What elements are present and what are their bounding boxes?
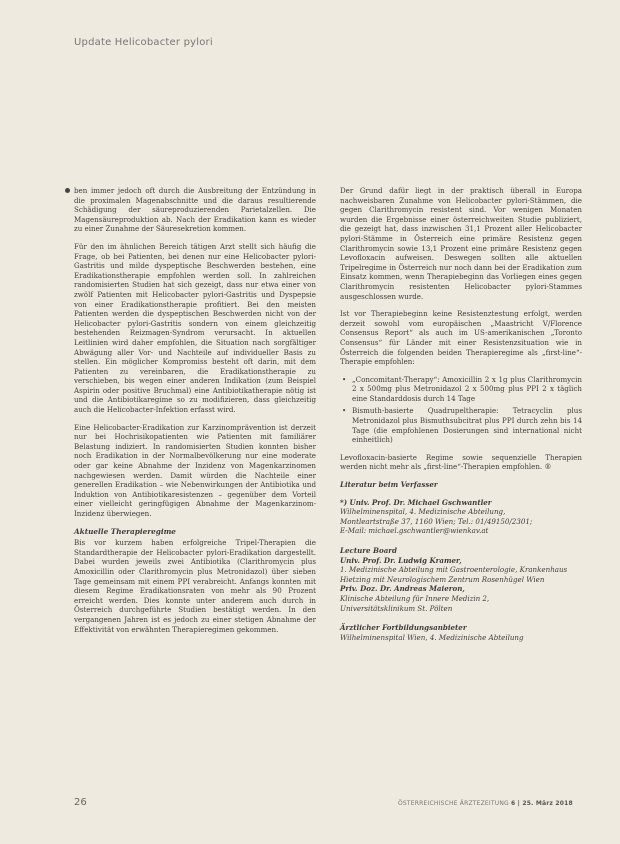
therapy-list xyxy=(340,375,582,445)
literature-note: Literatur beim Verfasser xyxy=(340,480,438,490)
author-name: *) Univ. Prof. Dr. Michael Gschwantler xyxy=(340,497,492,507)
board-member-affiliation: Klinische Abteilung für Innere Medizin 2, xyxy=(340,593,490,603)
board-member-name: Priv. Doz. Dr. Andreas Maieron, xyxy=(340,584,465,594)
board-member-affiliation: 1. Medizinische Abteilung mit Gastroenterologie, Krankenhaus xyxy=(340,565,568,575)
publication-name: ÖSTERREICHISCHE ÄRZTEZEITUNG xyxy=(398,800,509,807)
board-member-affiliation: Hietzing mit Neurologischem Zentrum Rosenhügel Wien xyxy=(340,574,545,584)
lecture-board-title: Lecture Board xyxy=(340,546,397,555)
paragraph: Ist vor Therapiebeginn keine Resistenztestung erfolgt, werden derzeit sowohl vom europäischen „Maastricht V/Florence Consensus Report“ als auch im US-amerikanischen „Toronto Consensus“ für Länder mit einer Resistenzsituation wie in Österreich die folgenden beiden Therapieregime als „first-line“-Therapie empfohlen: xyxy=(340,309,582,367)
list-item: • Bismuth-basierte Quadrupeltherapie: Tetracyclin plus Metronidazol plus Bismuthsubcitrat plus PPI durch zehn bis 14 Tage (die empfohlenen Dosierungen sind international nicht einheitlich) xyxy=(340,406,582,444)
lecture-board-block xyxy=(340,546,582,613)
left-column xyxy=(74,186,316,642)
organizer-line: Wilhelminenspital Wien, 4. Medizinische Abteilung xyxy=(340,632,524,642)
paragraph: ben immer jedoch oft durch die Ausbreitung der Entzündung in die proximalen Magenabschnitte und die daraus resultierende Schädigung der säureproduzierenden Parietalzellen. Die Magensäureproduktion ab. Nach der Eradikation kann es wieder zu einer Zunahme der Säuresekretion kommen. xyxy=(74,186,316,234)
board-member-name: Univ. Prof. Dr. Ludwig Kramer, xyxy=(340,555,462,565)
paragraph: Eine Helicobacter-Eradikation zur Karzinomprävention ist derzeit nur bei Hochrisikopatienten wie Patienten mit familiärer Belastung indiziert. In randomisierten Studien konnten bisher noch Eradikation in der Normalbevölkerung nur eine moderate oder gar keine Abnahme der Inzidenz von Magenkarzinomen nachgewiesen werden. Damit würden die Nachteile einer generellen Eradikation – wie Nebenwirkungen der Antibiotika und Induktion von Antibiotikaresistenzen – gegenüber dem Vorteil einer vielleicht geringfügigen Abnahme der Magenkarzinom-Inzidenz überwiegen. xyxy=(74,422,316,518)
paragraph: Der Grund dafür liegt in der praktisch überall in Europa nachweisbaren Zunahme von Helicobacter pylori-Stämmen, die gegen Clarithromycin resistent sind. Vor wenigen Monaten wurden die Ergebnisse einer österreichweiten Studie publiziert, die gezeigt hat, dass inzwischen 31,1 Prozent aller Helicobacter pylori-Stämme in Österreich eine primäre Resistenz gegen Clarithromycin sowie 13,1 Prozent eine primäre Resistenz gegen Levofloxacin aufweisen. Deswegen sollten alle aktuellen Tripelregime in Österreich nur noch dann bei der Eradikation zum Einsatz kommen, wenn Therapiebeginn das Vorliegen eines gegen Clarithromycin resistenten Helicobacter pylori-Stammes ausgeschlossen wurde. xyxy=(340,186,582,301)
paragraph: Bis vor kurzem haben erfolgreiche Tripel-Therapien die Standardtherapie der Helicobacter pylori-Eradikation dargestellt. Dabei wurden jeweils zwei Antibiotika (Clarithromycin plus Amoxicillin oder Clarithromycin plus Metronidazol) über sieben Tage gemeinsam mit einem PPI verabreicht. Anfangs konnten mit diesem Regime Eradikationsraten von mehr als 90 Prozent erreicht werden. Dies konnte unter anderem auch durch in Österreich durchgeführte Studien bestätigt werden. In den vergangenen Jahren ist es jedoch zu einer stetigen Abnahme der Effektivität von erwähnten Therapieregimen gekommen. xyxy=(74,538,316,634)
paragraph: Für den im ähnlichen Bereich tätigen Arzt stellt sich häufig die Frage, ob bei Patienten, bei denen nur eine Helicobacter pylori-Gastritis und milde dyspeptische Beschwerden bestehen, eine Eradikationstherapie empfohlen werden soll. In zahlreichen randomisierten Studien hat sich gezeigt, dass nur etwa einer von zwölf Patienten mit Helicobacter pylori-Gastritis und Dyspepsie von einer Eradikationstherapie profitiert. Bei den meisten Patienten werden die dyspeptischen Beschwerden nicht von der Helicobacter pylori-Gastritis sondern von einem gleichzeitig bestehenden Reizmagen-Syndrom verursacht. In aktuellen Leitlinien wird daher empfohlen, die Situation nach sorgfältiger Abwägung aller Vor- und Nachteile auf individueller Basis zu stellen. Ein möglicher Kompromiss besteht oft darin, mit dem Patienten zu vereinbaren, die Eradikationstherapie zu verschieben, bis wegen einer anderen Indikation (zum Beispiel Aspirin oder positive Bruchmal) eine Antibiotikatherapie nötig ist und die Antibiotikaregime so zu modifizieren, dass gleichzeitig auch die Helicobacter-Infektion erfasst wird. xyxy=(74,241,316,415)
author-block xyxy=(340,498,582,536)
author-line: Wilhelminenspital, 4. Medizinische Abteilung, xyxy=(340,507,506,517)
running-header: Update Helicobacter pylori xyxy=(74,37,213,48)
right-column xyxy=(340,186,582,652)
paragraph: Levofloxacin-basierte Regime sowie sequenzielle Therapien werden nicht mehr als „first-line“-Therapien empfohlen. ® xyxy=(340,452,582,472)
author-email: E-Mail: michael.gschwantler@wienkav.at xyxy=(340,526,489,536)
board-member-affiliation: Universitätsklinikum St. Pölten xyxy=(340,603,453,613)
section-heading: Aktuelle Therapieregime xyxy=(74,526,176,536)
page-number: 26 xyxy=(74,797,87,808)
publication-footer xyxy=(398,800,573,807)
list-item: • „Concomitant-Therapy“: Amoxicillin 2 x 1g plus Clarithromycin 2 x 500mg plus Metronidazol 2 x 500mg plus PPI 2 x täglich eine Standarddosis durch 14 Tage xyxy=(340,375,582,404)
article-marker-dot xyxy=(65,188,70,193)
organizer-title: Ärztlicher Fortbildungsanbieter xyxy=(340,623,467,633)
organizer-block xyxy=(340,623,582,642)
author-line: Montleartstraße 37, 1160 Wien; Tel.: 01/49150/2301; xyxy=(340,516,533,526)
issue-info: 6 | 25. März 2018 xyxy=(510,800,573,807)
